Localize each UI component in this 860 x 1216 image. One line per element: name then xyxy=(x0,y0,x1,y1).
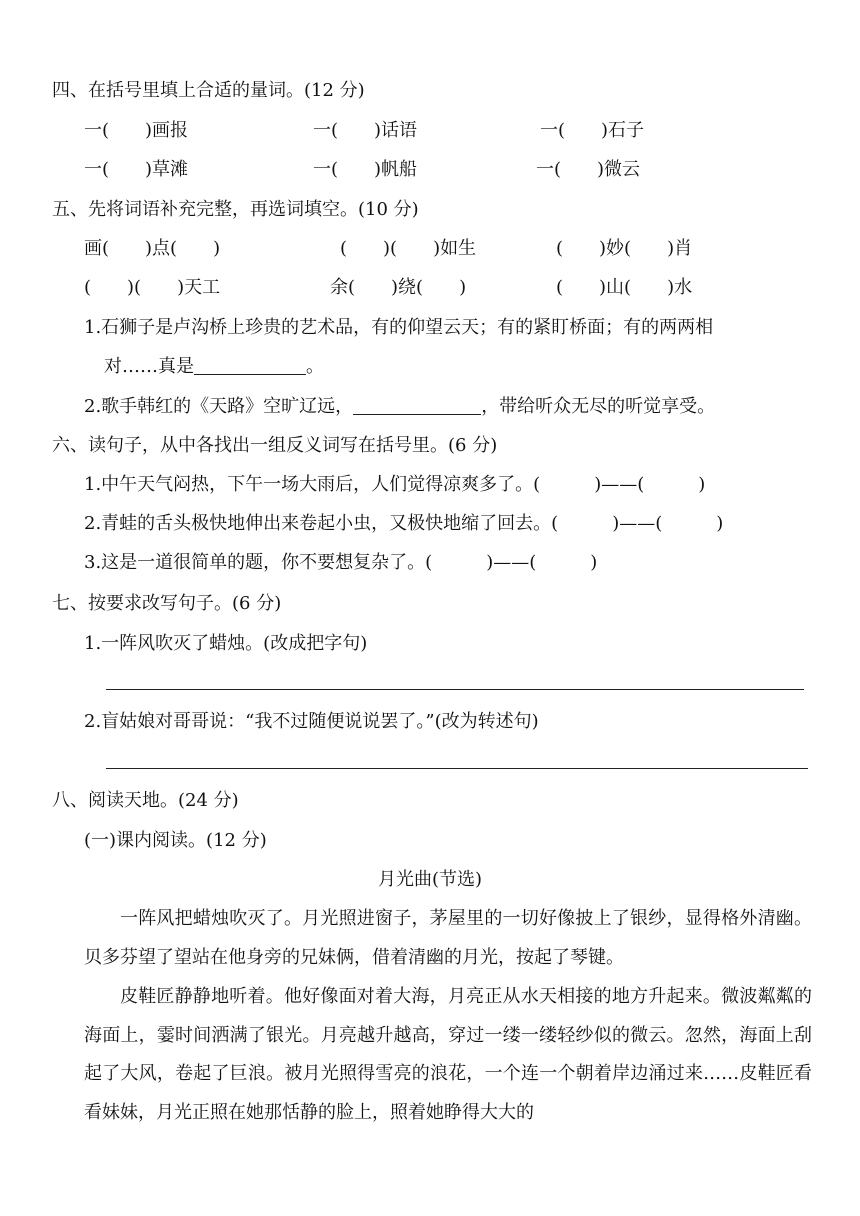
s5-question-2 xyxy=(84,395,715,419)
s5-idiom: 画( )点( ) xyxy=(84,238,221,259)
answer-blank[interactable] xyxy=(353,396,481,415)
s5-question-1: 1.石狮子是卢沟桥上珍贵的艺术品，有的仰望云天；有的紧盯桥面；有的两两相 xyxy=(84,317,714,338)
s6-question-3: 3.这是一道很简单的题，你不要想复杂了。( )——( ) xyxy=(84,552,598,573)
passage-title: 月光曲(节选) xyxy=(377,869,483,890)
s5-question-1-cont xyxy=(104,355,324,379)
reading-part-1: (一)课内阅读。(12 分) xyxy=(84,830,267,851)
s6-question-1: 1.中午天气闷热，下午一场大雨后，人们觉得凉爽多了。( )——( ) xyxy=(84,474,706,495)
answer-line[interactable] xyxy=(106,768,808,769)
section-4-heading: 四、在括号里填上合适的量词。(12 分) xyxy=(52,80,365,101)
section-5-heading: 五、先将词语补充完整，再选词填空。(10 分) xyxy=(52,199,419,220)
s4-item: 一( )微云 xyxy=(536,159,641,180)
s4-item: 一( )画报 xyxy=(84,120,189,141)
passage-paragraph: 皮鞋匠静静地听着。他好像面对着大海，月亮正从水天相接的地方升起来。微波粼粼的海面上，霎时间洒满了银光。月亮越升越高，穿过一缕一缕轻纱似的微云。忽然，海面上刮起了大风，卷起了巨浪。被月光照得雪亮的浪花，一个连一个朝着岸边涌过来……皮鞋匠看看妹妹，月光正照在她那恬静的脸上，照着她睁得大大的 xyxy=(84,986,812,1124)
s4-item: 一( )话语 xyxy=(313,120,418,141)
s5-q1-end: 。 xyxy=(306,356,324,377)
s5-idiom: 余( )绕( ) xyxy=(330,277,467,298)
s4-item: 一( )石子 xyxy=(540,120,645,141)
s5-idiom: ( )山( )水 xyxy=(556,277,693,298)
s4-item: 一( )帆船 xyxy=(313,159,418,180)
s5-idiom: ( )妙( )肖 xyxy=(556,238,693,259)
answer-line[interactable] xyxy=(106,689,804,690)
s5-q1-text: 对……真是 xyxy=(104,356,194,377)
passage-paragraph: 一阵风把蜡烛吹灭了。月光照进窗子，茅屋里的一切好像披上了银纱，显得格外清幽。贝多芬望了望站在他身旁的兄妹俩，借着清幽的月光，按起了琴键。 xyxy=(84,908,812,968)
s7-question-2: 2.盲姑娘对哥哥说：“我不过随便说说罢了。”(改为转述句) xyxy=(84,711,539,732)
s5-q2-text: 2.歌手韩红的《天路》空旷辽远， xyxy=(84,396,354,417)
section-6-heading: 六、读句子，从中各找出一组反义词写在括号里。(6 分) xyxy=(52,435,498,456)
s5-idiom: ( )( )如生 xyxy=(340,238,477,259)
section-7-heading: 七、按要求改写句子。(6 分) xyxy=(52,593,282,614)
s5-idiom: ( )( )天工 xyxy=(84,277,221,298)
s5-q2-end: ，带给听众无尽的听觉享受。 xyxy=(481,396,716,417)
s6-question-2: 2.青蛙的舌头极快地伸出来卷起小虫，又极快地缩了回去。( )——( ) xyxy=(84,513,724,534)
section-8-heading: 八、阅读天地。(24 分) xyxy=(52,790,239,811)
s7-question-1: 1.一阵风吹灭了蜡烛。(改成把字句) xyxy=(84,633,368,654)
s4-item: 一( )草滩 xyxy=(84,159,189,180)
answer-blank[interactable] xyxy=(194,356,306,375)
